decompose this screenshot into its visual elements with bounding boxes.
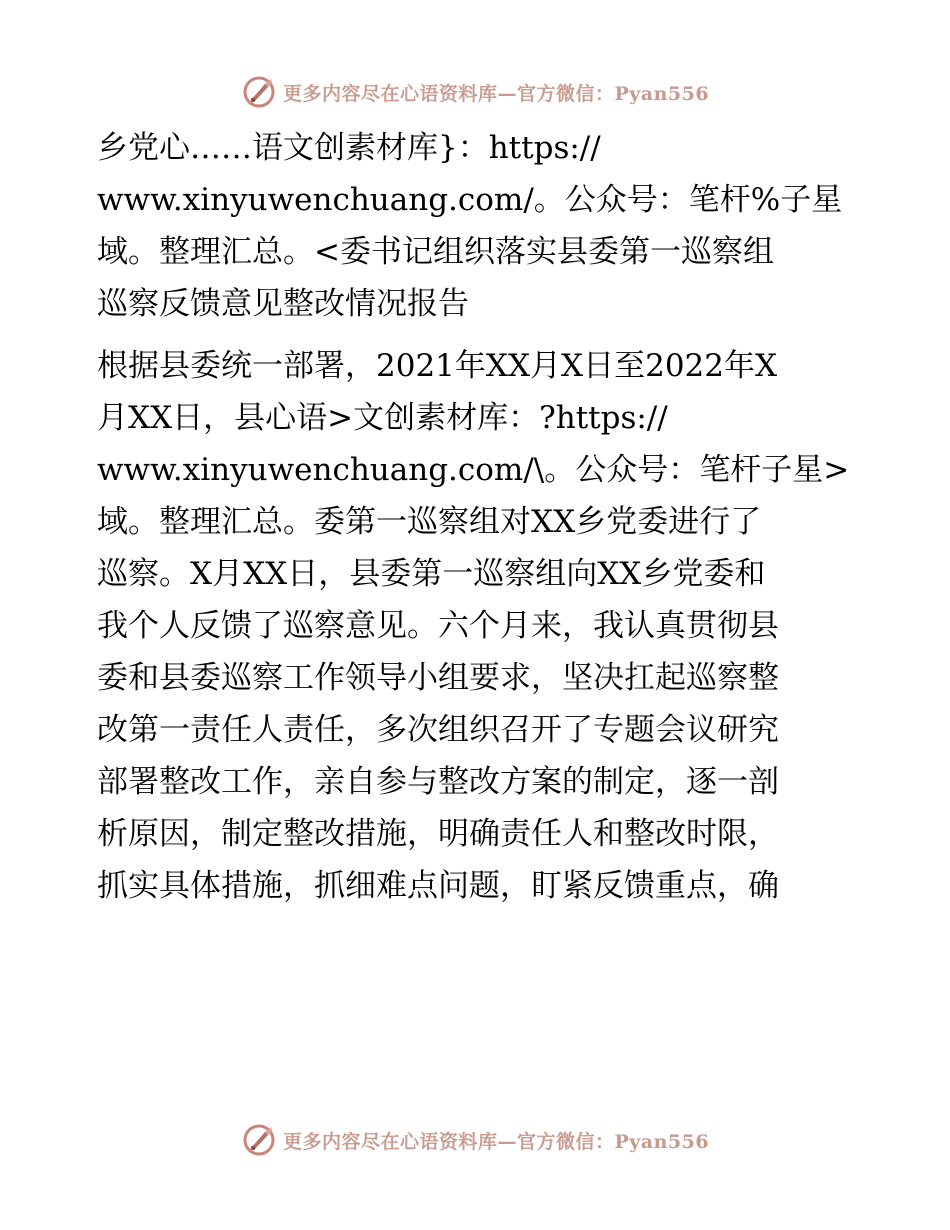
watermark-text: 更多内容尽在心语资料库—官方微信：Pyan556 — [282, 1130, 710, 1153]
title-paragraph — [97, 122, 857, 330]
text-line: 月XX日，县心语>文创素材库：?https:// — [97, 400, 668, 436]
text-line: 抓实具体措施，抓细难点问题，盯紧反馈重点，确 — [97, 868, 779, 904]
text-line: 根据县委统一部署，2021年XX月X日至2022年X — [97, 348, 778, 384]
text-line: 部署整改工作，亲自参与整改方案的制定，逐一剖 — [97, 764, 779, 800]
text-line: 域。整理汇总。<委书记组织落实县委第一巡察组 — [97, 234, 774, 270]
text-line: 析原因，制定整改措施，明确责任人和整改时限， — [97, 816, 779, 852]
text-line: 巡察。X月XX日，县委第一巡察组向XX乡党委和 — [97, 556, 766, 592]
text-line: 巡察反馈意见整改情况报告 — [97, 286, 469, 322]
document-body — [97, 122, 857, 912]
text-line: 域。整理汇总。委第一巡察组对XX乡党委进行了 — [97, 504, 762, 540]
quill-pen-logo-icon — [241, 1122, 277, 1158]
text-line: www.xinyuwenchuang.com/。公众号：笔杆%子星 — [97, 182, 843, 218]
quill-pen-logo-icon — [241, 74, 277, 110]
footer-watermark — [0, 1120, 950, 1160]
header-watermark — [0, 72, 950, 112]
text-line: 乡党心……语文创素材库}：https:// — [97, 130, 601, 166]
text-line: www.xinyuwenchuang.com/\。公众号：笔杆子星> — [97, 452, 850, 488]
text-line: 我个人反馈了巡察意见。六个月来，我认真贯彻县 — [97, 608, 779, 644]
text-line: 改第一责任人责任，多次组织召开了专题会议研究 — [97, 712, 779, 748]
body-paragraph — [97, 340, 857, 912]
text-line: 委和县委巡察工作领导小组要求，坚决扛起巡察整 — [97, 660, 779, 696]
watermark-text: 更多内容尽在心语资料库—官方微信：Pyan556 — [282, 82, 710, 105]
